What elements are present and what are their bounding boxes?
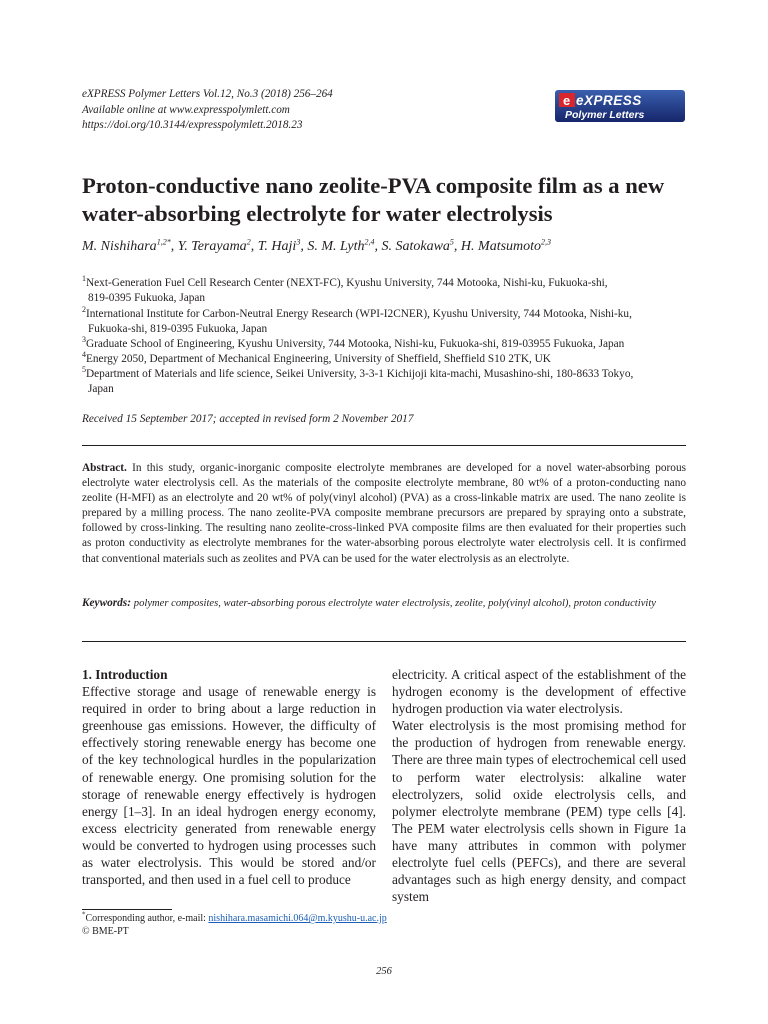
- paper-title: [82, 172, 692, 228]
- divider: [82, 641, 686, 642]
- author: Y. Terayama$^2$,: [177, 237, 258, 254]
- logo-bottom-text: Polymer Letters: [565, 109, 645, 121]
- journal-website: Available online at www.expresspolymlett.com: [82, 103, 290, 116]
- paragraph: electricity. A critical aspect of the establishment of the hydrogen economy is the development of effective hydrogen production via water electrolysis.: [392, 667, 686, 717]
- paragraph: Water electrolysis is the most promising method for the production of hydrogen from renewable energy. There are three main types of electrochemical cell used to perform water electrolysis: alkaline water electrolyzers, solid oxide electrolysis cells, and polymer electrolyte membrane (PEM) type cells [4]. The PEM water electrolysis cells shown in Figure 1a have many attributes in common with polymer electrolyte fuel cells (PEFCs), and there are several advantages such as high energy density, and compact system: [392, 718, 686, 905]
- copyright: © BME-PT: [82, 926, 129, 937]
- author: S. Satokawa$^5$,: [381, 237, 461, 254]
- affiliation: $^1$Next-Generation Fuel Cell Research Center (NEXT-FC), Kyushu University, 744 Motooka, Nishi-ku, Fukuoka-shi, 819-0395 Fukuoka, Japan: [82, 274, 608, 305]
- affiliation: $^4$Energy 2050, Department of Mechanical Engineering, University of Sheffield, Sheffield S10 2TK, UK: [82, 350, 551, 365]
- author: T. Haji$^3$,: [257, 237, 308, 254]
- body-column-right: [392, 666, 686, 905]
- footnote-divider: [82, 909, 172, 910]
- keywords-text: polymer composites, water-absorbing porous electrolyte water electrolysis, zeolite, poly(vinyl alcohol), proton conductivity: [133, 598, 656, 609]
- journal-logo: [555, 86, 685, 126]
- logo-e: e: [563, 93, 571, 108]
- abstract-label: Abstract.: [82, 462, 127, 474]
- journal-citation: eXPRESS Polymer Letters Vol.12, No.3 (2018) 256–264: [82, 88, 333, 100]
- author-list: [82, 238, 702, 256]
- email-link[interactable]: nishihara.masamichi.064@m.kyushu-u.ac.jp: [208, 913, 387, 924]
- author: H. Matsumoto$^{2,3}$: [460, 237, 552, 254]
- doi-link[interactable]: https://doi.org/10.3144/expresspolymlett.2018.23: [82, 119, 303, 131]
- title-line-1: Proton-conductive nano zeolite-PVA composite film as a new: [82, 173, 665, 198]
- paragraph: Effective storage and usage of renewable energy is required in order to bring about a large reduction in greenhouse gas emissions. However, the difficulty of effectively storing renewable energy has become one of the key technological hurdles in the popularization of renewable energy. One promising solution for the storage of renewable energy effectively is hydrogen energy [1–3]. In an ideal hydrogen energy economy, excess electricity generated from renewable energy would be converted to hydrogen using processes such as water electrolysis. This would be stored and/or transported, and then used in a fuel cell to produce: [82, 684, 376, 888]
- corresponding-author-note: *Corresponding author, e-mail: nishihara.masamichi.064@m.kyushu-u.ac.jp: [82, 910, 387, 924]
- page-number: 256: [376, 966, 392, 977]
- divider: [82, 445, 686, 446]
- title-line-2: water-absorbing electrolyte for water electrolysis: [82, 201, 553, 226]
- author: M. Nishihara$^{1,2*}$,: [82, 237, 178, 254]
- author: S. M. Lyth$^{2,4}$,: [307, 237, 382, 254]
- affiliation: $^2$International Institute for Carbon-Neutral Energy Research (WPI-I2CNER), Kyushu University, 744 Motooka, Nishi-ku, Fukuoka-shi, 819-0395 Fukuoka, Japan: [82, 304, 632, 335]
- affiliation: $^3$Graduate School of Engineering, Kyushu University, 744 Motooka, Nishi-ku, Fukuoka-shi, 819-03955 Fukuoka, Japan: [82, 335, 625, 350]
- abstract-text: In this study, organic-inorganic composite electrolyte membranes are developed for a novel water-absorbing porous electrolyte water electrolysis cell. As the materials of the composite electrolyte membrane, 80 wt% of a proton-conducting nano zeolite (H-MFI) as an electrolyte and 20 wt% of poly(vinyl alcohol) (PVA) as a cross-linkable matrix are used. The nano zeolite is prepared by a milling process. The nano zeolite-PVA composite membrane precursors are prepared by spraying onto a substrate, followed by cross-linking. The resulting nano zeolite-cross-linked PVA composite films are then evaluated for their properties such as proton conductivity as electrolyte membranes for the water-absorbing porous electrolyte water electrolysis cell. It is confirmed that conventional materials such as zeolites and PVA can be used for the water electrolysis as an electrolyte.: [82, 462, 687, 565]
- received-date: Received 15 September 2017; accepted in revised form 2 November 2017: [82, 413, 414, 425]
- abstract: [82, 461, 686, 567]
- keywords-label: Keywords:: [82, 597, 131, 609]
- keywords: [82, 596, 686, 611]
- affiliation: $^5$Department of Materials and life science, Seikei University, 3-3-1 Kichijoji kita-machi, Musashino-shi, 180-8633 Tokyo, Japan: [82, 365, 634, 396]
- section-heading: 1. Introduction: [82, 667, 168, 682]
- logo-top-text: eXPRESS: [576, 93, 642, 108]
- body-column-left: [82, 666, 376, 888]
